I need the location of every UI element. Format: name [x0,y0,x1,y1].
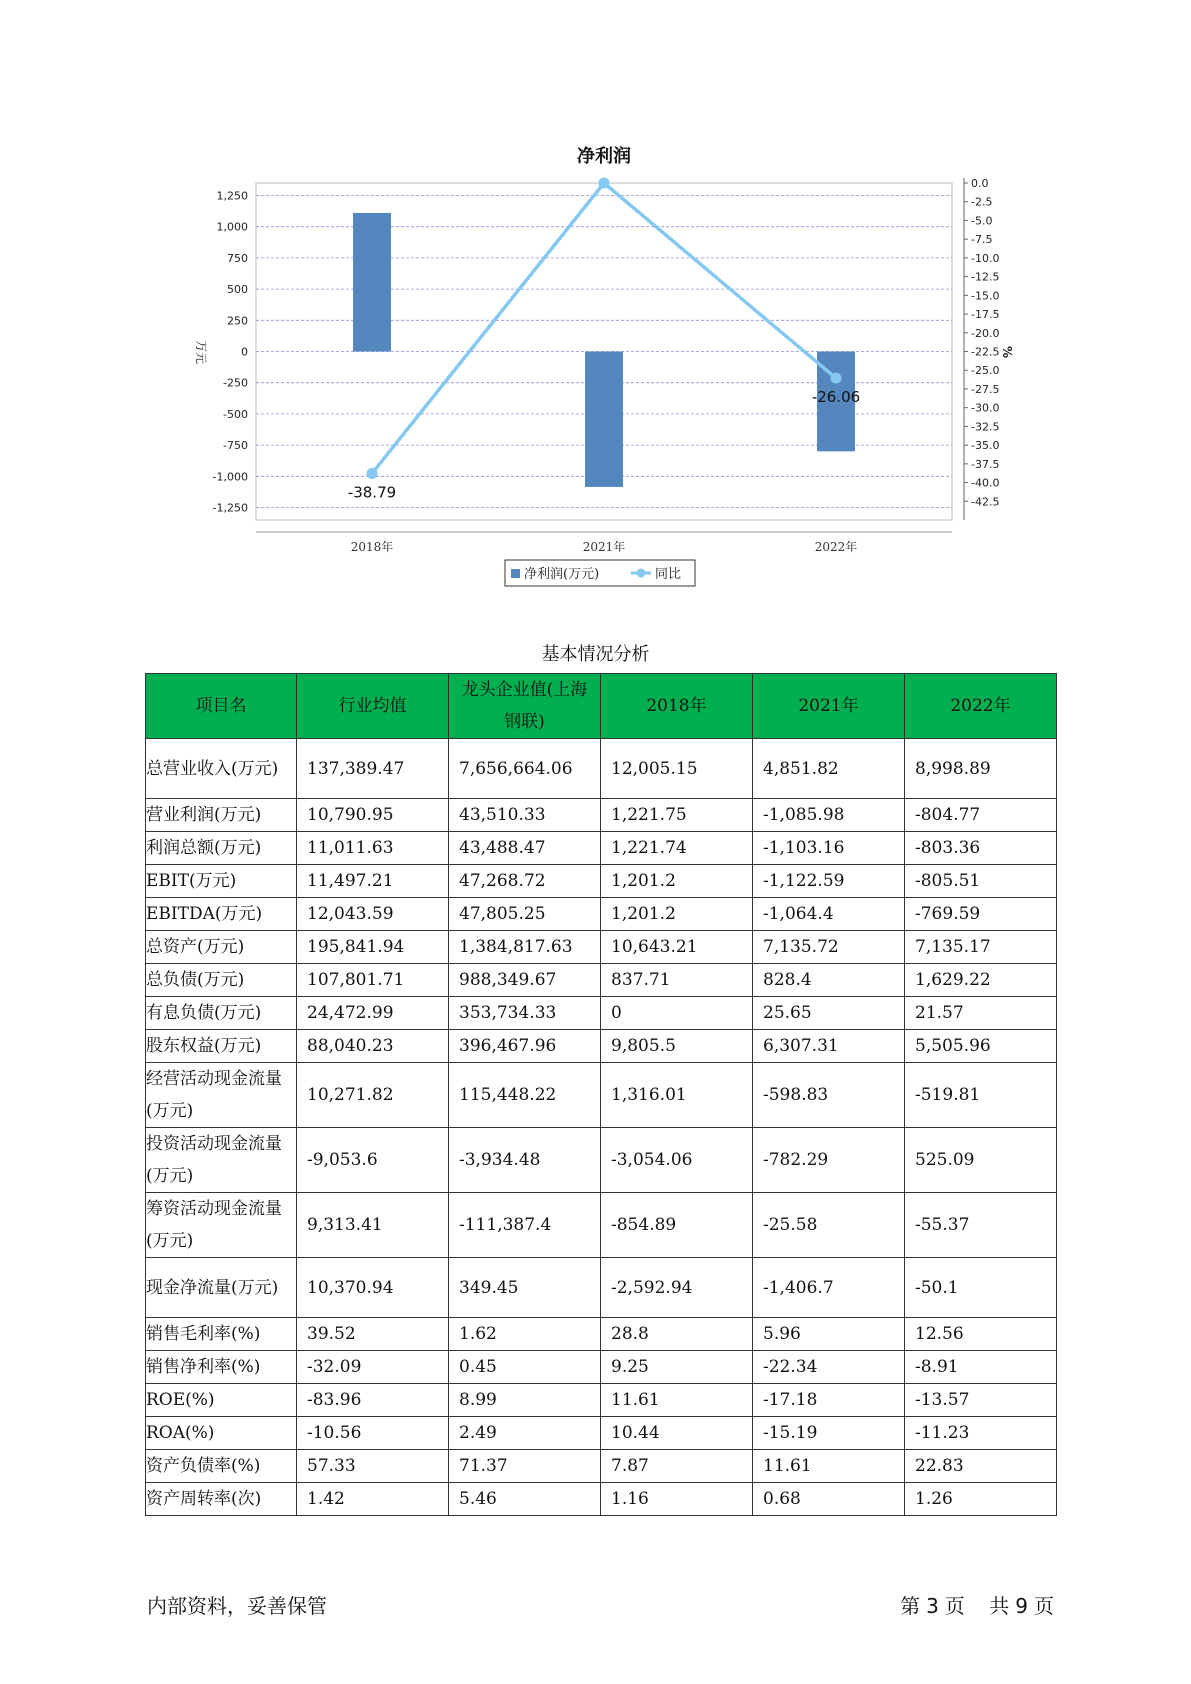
table-row-gross-margin [146,1318,1057,1351]
row-label-cell: ROA(%) [146,1417,297,1450]
value-cell: 88,040.23 [297,1030,449,1063]
value-cell: 9.25 [601,1351,753,1384]
value-cell: -805.51 [905,865,1057,898]
table-row-total-profit [146,832,1057,865]
value-cell: 1,201.2 [601,865,753,898]
left-tick-label: 250 [227,314,248,328]
right-tick-label: -12.5 [971,270,1000,284]
page-current: 3 [926,1594,939,1618]
row-label-cell: EBITDA(万元) [146,898,297,931]
value-cell: 137,389.47 [297,739,449,799]
right-tick-label: -35.0 [971,439,1000,453]
value-cell: -1,064.4 [753,898,905,931]
row-label-cell: 经营活动现金流量(万元) [146,1063,297,1128]
header-cell-2022: 2022年 [905,674,1057,739]
value-cell: -803.36 [905,832,1057,865]
table-row-total-liabilities [146,964,1057,997]
page-total-unit: 页 [1034,1594,1054,1618]
row-label-cell: 股东权益(万元) [146,1030,297,1063]
value-cell: 25.65 [753,997,905,1030]
value-cell: 47,805.25 [449,898,601,931]
row-label-cell: 资产周转率(次) [146,1483,297,1516]
right-axis-label: % [1000,345,1014,359]
header-cell-item: 项目名 [146,674,297,739]
value-cell: -13.57 [905,1384,1057,1417]
right-tick-label: -22.5 [971,345,1000,359]
table-row-interest-bearing-debt [146,997,1057,1030]
value-cell: 10,790.95 [297,799,449,832]
value-cell: 0.45 [449,1351,601,1384]
row-label-cell: ROE(%) [146,1384,297,1417]
value-cell: 525.09 [905,1128,1057,1193]
value-cell: -17.18 [753,1384,905,1417]
row-label-cell: 现金净流量(万元) [146,1258,297,1318]
value-cell: 71.37 [449,1450,601,1483]
value-cell: 39.52 [297,1318,449,1351]
page-number [894,1590,1054,1619]
table-row-ebitda [146,898,1057,931]
table-row-investing-cash-flow [146,1128,1057,1193]
value-cell: 8,998.89 [905,739,1057,799]
value-cell: -9,053.6 [297,1128,449,1193]
value-cell: 396,467.96 [449,1030,601,1063]
value-cell: -598.83 [753,1063,905,1128]
left-tick-label: -750 [223,439,248,453]
value-cell: 2.49 [449,1417,601,1450]
value-cell: -83.96 [297,1384,449,1417]
table-row-roa [146,1417,1057,1450]
row-label-cell: 销售净利率(%) [146,1351,297,1384]
value-cell: 12,043.59 [297,898,449,931]
yoy-point [367,468,378,479]
table-row-net-cash-flow [146,1258,1057,1318]
value-cell: 7,135.72 [753,931,905,964]
table-row-operating-profit [146,799,1057,832]
value-cell: 9,313.41 [297,1193,449,1258]
value-cell: -10.56 [297,1417,449,1450]
left-tick-label: 500 [227,283,248,297]
right-tick-label: 0.0 [971,177,989,190]
value-cell: 43,510.33 [449,799,601,832]
value-cell: 5,505.96 [905,1030,1057,1063]
value-cell: -1,085.98 [753,799,905,832]
value-cell: 47,268.72 [449,865,601,898]
right-tick-label: -15.0 [971,289,1000,303]
table-row-ebit [146,865,1057,898]
value-cell: 10,370.94 [297,1258,449,1318]
value-cell: 195,841.94 [297,931,449,964]
row-label-cell: 筹资活动现金流量(万元) [146,1193,297,1258]
value-cell: 1,221.75 [601,799,753,832]
row-label-cell: 总资产(万元) [146,931,297,964]
value-cell: -519.81 [905,1063,1057,1128]
yoy-point [831,373,842,384]
basic-analysis-table [145,673,1057,1516]
value-cell: 22.83 [905,1450,1057,1483]
value-cell: 0 [601,997,753,1030]
table-row-net-margin [146,1351,1057,1384]
value-cell: 8.99 [449,1384,601,1417]
yoy-data-label: -38.79 [347,483,397,502]
value-cell: 107,801.71 [297,964,449,997]
value-cell: 11.61 [753,1450,905,1483]
value-cell: -8.91 [905,1351,1057,1384]
table-title: 基本情况分析 [541,644,650,665]
left-tick-label: -500 [223,407,248,421]
table-row-roe [146,1384,1057,1417]
header-cell-industry-avg: 行业均值 [297,674,449,739]
row-label-cell: 营业利润(万元) [146,799,297,832]
value-cell: -2,592.94 [601,1258,753,1318]
page-total-prefix: 共 [989,1594,1010,1618]
value-cell: 988,349.67 [449,964,601,997]
value-cell: 10.44 [601,1417,753,1450]
value-cell: 349.45 [449,1258,601,1318]
right-tick-label: -40.0 [971,476,1000,490]
value-cell: 24,472.99 [297,997,449,1030]
value-cell: 12,005.15 [601,739,753,799]
left-axis-label: 万元 [194,339,208,365]
value-cell: -55.37 [905,1193,1057,1258]
value-cell: -804.77 [905,799,1057,832]
value-cell: -782.29 [753,1128,905,1193]
table-header-row [146,674,1057,739]
confidential-note: 内部资料，妥善保管 [147,1594,327,1618]
right-tick-label: -37.5 [971,457,1000,471]
table-row-shareholder-equity [146,1030,1057,1063]
right-tick-label: -17.5 [971,308,1000,322]
value-cell: -50.1 [905,1258,1057,1318]
value-cell: -769.59 [905,898,1057,931]
left-tick-label: 1,250 [216,189,248,203]
left-tick-label: 1,000 [216,220,248,234]
right-tick-label: -42.5 [971,495,1000,509]
value-cell: 11,497.21 [297,865,449,898]
value-cell: 115,448.22 [449,1063,601,1128]
value-cell: -25.58 [753,1193,905,1258]
row-label-cell: EBIT(万元) [146,865,297,898]
value-cell: -1,103.16 [753,832,905,865]
left-tick-label: -250 [223,376,248,390]
legend-bar-swatch [511,569,520,578]
value-cell: -854.89 [601,1193,753,1258]
right-tick-label: -27.5 [971,382,1000,396]
value-cell: 21.57 [905,997,1057,1030]
value-cell: 7,135.17 [905,931,1057,964]
net-profit-chart [0,0,1191,610]
row-label-cell: 利润总额(万元) [146,832,297,865]
table-row-total-revenue [146,739,1057,799]
value-cell: 7.87 [601,1450,753,1483]
value-cell: 7,656,664.06 [449,739,601,799]
row-label-cell: 资产负债率(%) [146,1450,297,1483]
row-label-cell: 有息负债(万元) [146,997,297,1030]
page-prefix: 第 [900,1594,921,1618]
value-cell: 1,629.22 [905,964,1057,997]
value-cell: 353,734.33 [449,997,601,1030]
value-cell: 10,271.82 [297,1063,449,1128]
value-cell: 28.8 [601,1318,753,1351]
right-tick-label: -25.0 [971,364,1000,378]
value-cell: 11,011.63 [297,832,449,865]
value-cell: 12.56 [905,1318,1057,1351]
table-row-asset-turnover [146,1483,1057,1516]
right-tick-label: -32.5 [971,420,1000,434]
x-tick-label: 2022年 [814,540,858,554]
table-row-debt-ratio [146,1450,1057,1483]
left-tick-label: 0 [241,345,248,359]
right-tick-label: -7.5 [971,233,993,247]
bar-2021年 [585,352,623,487]
left-tick-label: 750 [227,251,248,265]
value-cell: -3,054.06 [601,1128,753,1193]
header-cell-leader: 龙头企业值(上海钢联) [449,674,601,739]
right-tick-label: -30.0 [971,401,1000,415]
value-cell: 1.26 [905,1483,1057,1516]
value-cell: -11.23 [905,1417,1057,1450]
value-cell: 1.16 [601,1483,753,1516]
value-cell: -1,122.59 [753,865,905,898]
value-cell: 1.42 [297,1483,449,1516]
value-cell: 1,384,817.63 [449,931,601,964]
yoy-data-label: -26.06 [811,388,861,407]
value-cell: 1,316.01 [601,1063,753,1128]
chart-title: 净利润 [577,146,631,167]
value-cell: 1,221.74 [601,832,753,865]
right-tick-label: -20.0 [971,326,1000,340]
left-tick-label: -1,250 [212,501,248,515]
value-cell: 1.62 [449,1318,601,1351]
value-cell: -15.19 [753,1417,905,1450]
yoy-point [599,178,610,189]
value-cell: 6,307.31 [753,1030,905,1063]
right-tick-label: -5.0 [971,214,993,228]
value-cell: 837.71 [601,964,753,997]
row-label-cell: 总营业收入(万元) [146,739,297,799]
value-cell: 9,805.5 [601,1030,753,1063]
bar-2018年 [353,213,391,352]
right-tick-label: -10.0 [971,251,1000,265]
legend-line-label: 同比 [655,567,682,582]
table-row-operating-cash-flow [146,1063,1057,1128]
value-cell: -3,934.48 [449,1128,601,1193]
value-cell: 11.61 [601,1384,753,1417]
value-cell: 5.46 [449,1483,601,1516]
value-cell: 4,851.82 [753,739,905,799]
row-label-cell: 销售毛利率(%) [146,1318,297,1351]
x-tick-label: 2018年 [350,540,394,554]
value-cell: -1,406.7 [753,1258,905,1318]
header-cell-2018: 2018年 [601,674,753,739]
table-row-total-assets [146,931,1057,964]
value-cell: 57.33 [297,1450,449,1483]
row-label-cell: 投资活动现金流量(万元) [146,1128,297,1193]
value-cell: -22.34 [753,1351,905,1384]
x-tick-label: 2021年 [582,540,626,554]
legend-line-marker [637,569,646,578]
legend-bar-label: 净利润(万元) [524,567,600,582]
page-unit: 页 [944,1594,965,1618]
value-cell: 5.96 [753,1318,905,1351]
value-cell: 10,643.21 [601,931,753,964]
value-cell: -32.09 [297,1351,449,1384]
row-label-cell: 总负债(万元) [146,964,297,997]
header-cell-2021: 2021年 [753,674,905,739]
value-cell: -111,387.4 [449,1193,601,1258]
value-cell: 1,201.2 [601,898,753,931]
left-tick-label: -1,000 [212,470,248,484]
table-row-financing-cash-flow [146,1193,1057,1258]
value-cell: 0.68 [753,1483,905,1516]
right-tick-label: -2.5 [971,195,993,209]
value-cell: 828.4 [753,964,905,997]
page-total: 9 [1015,1594,1028,1618]
value-cell: 43,488.47 [449,832,601,865]
